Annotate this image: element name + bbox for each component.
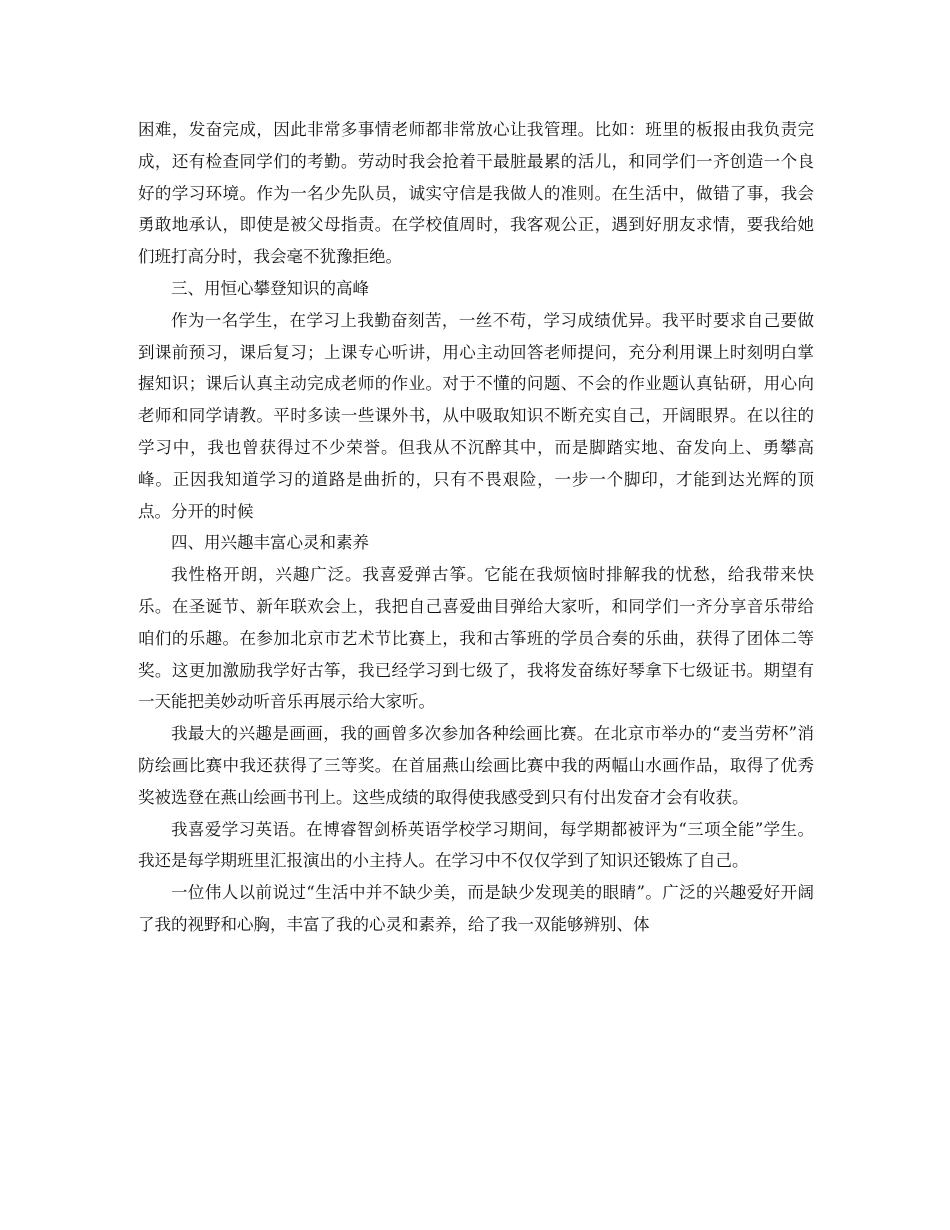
paragraph-continued: 困难，发奋完成，因此非常多事情老师都非常放心让我管理。比如：班里的板报由我负责完成，还有检查同学们的考勤。劳动时我会抢着干最脏最累的活儿，和同学们一齐创造一个良好的学习环境。作为一名少先队员，诚实守信是我做人的准则。在生活中，做错了事，我会勇敢地承认，即使是被父母指责。在学校值周时，我客观公正，遇到好朋友求情，要我给她们班打高分时，我会毫不犹豫拒绝。 — [138, 120, 814, 267]
section-heading-4: 四、用兴趣丰富心灵和素养 — [171, 533, 369, 553]
section-heading-3: 三、用恒心攀登知识的高峰 — [171, 278, 369, 298]
paragraph-conclusion: 一位伟人以前说过“生活中并不缺少美，而是缺少发现美的眼睛”。广泛的兴趣爱好开阔了我的视野和心胸，丰富了我的心灵和素养，给了我一双能够辨别、体 — [138, 883, 814, 934]
paragraph-study: 作为一名学生，在学习上我勤奋刻苦，一丝不苟，学习成绩优异。我平时要求自己要做到课前预习，课后复习；上课专心听讲，用心主动回答老师提问，充分利用课上时刻明白掌握知识；课后认真主动完成老师的作业。对于不懂的问题、不会的作业题认真钻研，用心向老师和同学请教。平时多读一些课外书，从中吸取知识不断充实自己，开阔眼界。在以往的学习中，我也曾获得过不少荣誉。但我从不沉醉其中，而是脚踏实地、奋发向上、勇攀高峰。正因我知道学习的道路是曲折的，只有不畏艰险，一步一个脚印，才能到达光辉的顶点。分开的时候 — [138, 310, 814, 521]
paragraph-guzheng: 我性格开朗，兴趣广泛。我喜爱弹古筝。它能在我烦恼时排解我的忧愁，给我带来快乐。在圣诞节、新年联欢会上，我把自己喜爱曲目弹给大家听，和同学们一齐分享音乐带给咱们的乐趣。在参加北京市艺术节比赛上，我和古筝班的学员合奏的乐曲，获得了团体二等奖。这更加激励我学好古筝，我已经学习到七级了，我将发奋练好琴拿下七级证书。期望有一天能把美妙动听音乐再展示给大家听。 — [138, 565, 814, 712]
paragraph-english: 我喜爱学习英语。在博睿智剑桥英语学校学习期间，每学期都被评为“三项全能”学生。我还是每学期班里汇报演出的小主持人。在学习中不仅仅学到了知识还锻炼了自己。 — [138, 819, 814, 871]
paragraph-painting: 我最大的兴趣是画画，我的画曾多次参加各种绘画比赛。在北京市举办的“麦当劳杯”消防绘画比赛中我还获得了三等奖。在首届燕山绘画比赛中我的两幅山水画作品，取得了优秀奖被选登在燕山绘画书刊上。这些成绩的取得使我感受到只有付出发奋才会有收获。 — [138, 724, 814, 807]
document-body — [138, 114, 814, 941]
